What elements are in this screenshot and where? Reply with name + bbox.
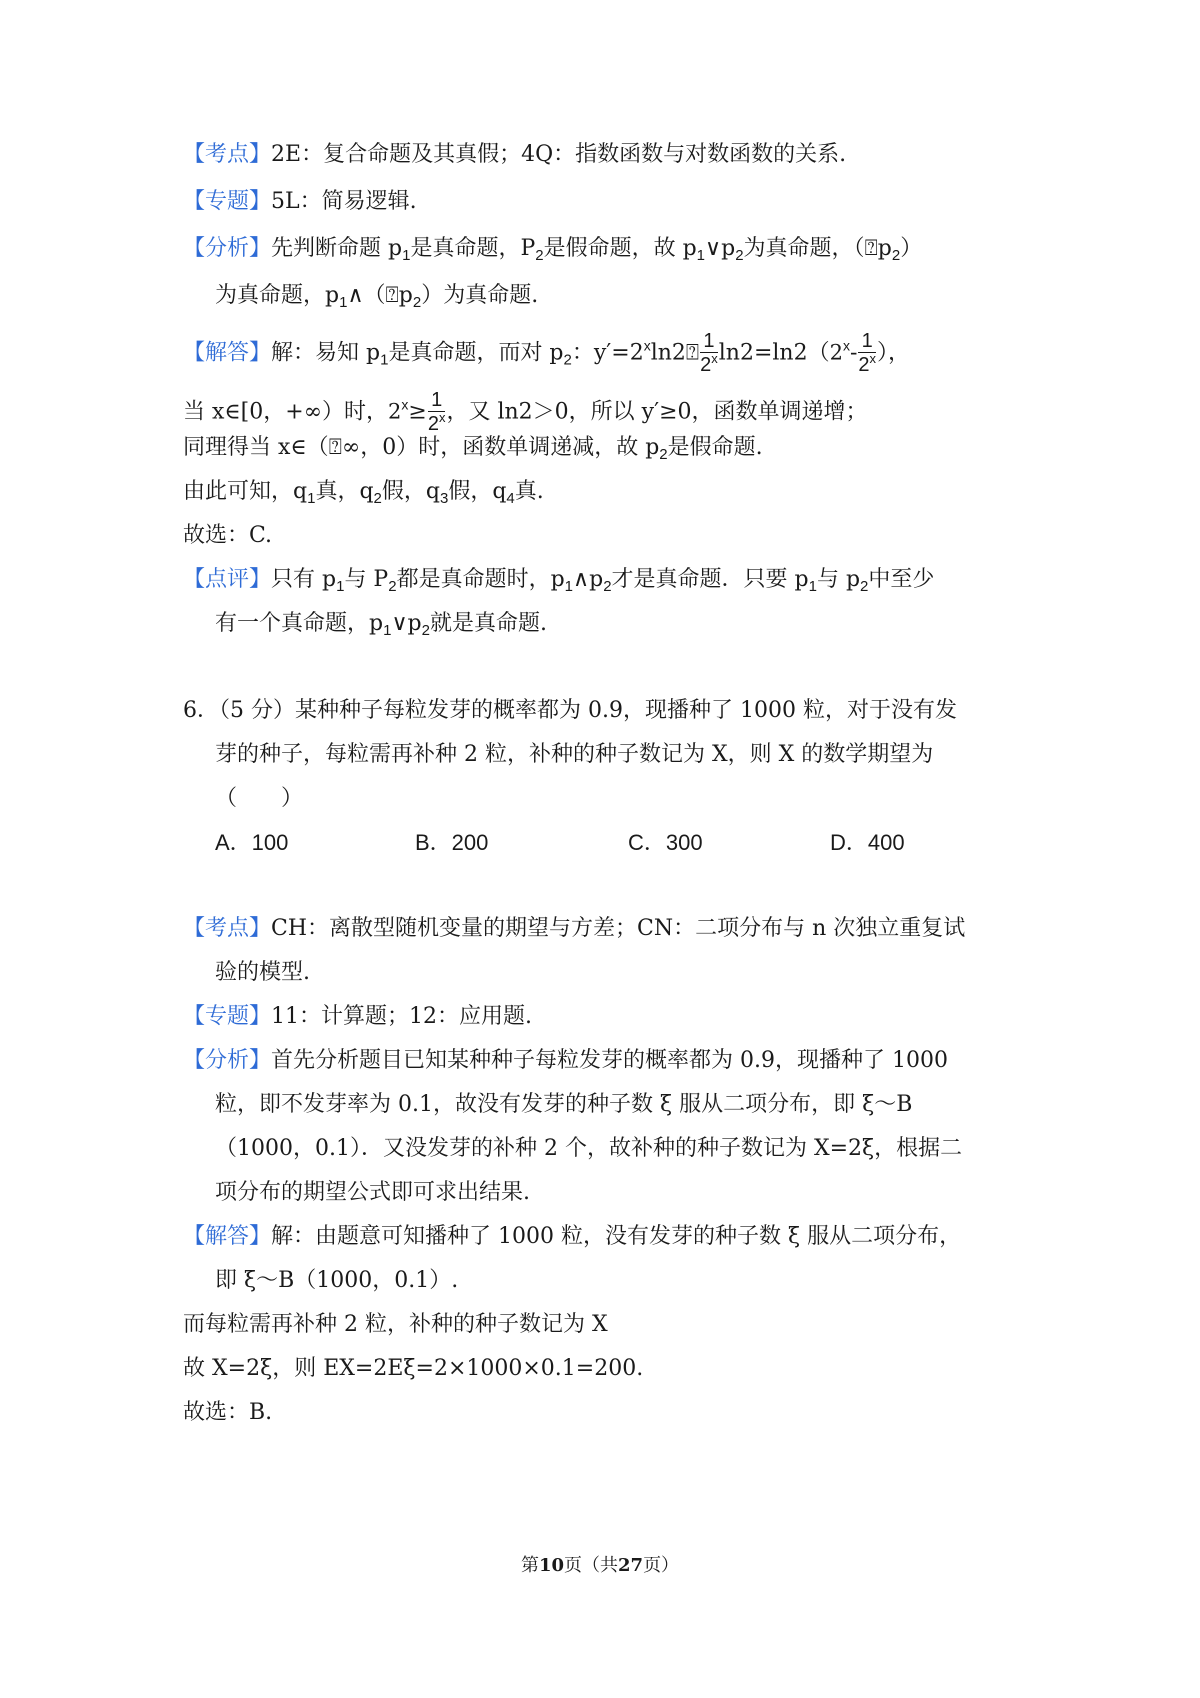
jieda-2-text: 即 ξ～B（1000，0.1）.	[215, 1268, 459, 1293]
superscript: x	[438, 410, 446, 425]
question-text: 芽的种子，每粒需再补种 2 粒，补种的种子数记为 X，则 X 的数学期望为	[215, 742, 934, 767]
geq-sign: ≥	[408, 399, 427, 425]
jieda-2-tag: 【解答】	[183, 1224, 272, 1249]
kaodian-2-text: CH：离散型随机变量的期望与方差；CN：二项分布与 n 次独立重复试	[271, 916, 966, 941]
subscript: 1	[380, 351, 389, 369]
dianping-text: 才是真命题．只要 p	[611, 567, 809, 592]
subscript: 4	[506, 490, 515, 507]
fraction-numerator: 1	[428, 389, 446, 412]
fenxi-text: ∧（	[347, 283, 386, 308]
jieda-text: ln2=ln2（	[718, 340, 830, 366]
missing-glyph: ⍰	[385, 283, 399, 308]
fenxi-text: 先判断命题 p	[271, 236, 403, 261]
subscript: 3	[439, 490, 449, 507]
jieda-2-line-5	[183, 1398, 272, 1428]
dianping-text: ∨p	[391, 611, 422, 636]
kaodian-2-text: 验的模型.	[215, 960, 310, 985]
dianping-text: 只有 p	[271, 567, 337, 592]
dianping-text: 有一个真命题，p	[215, 611, 384, 636]
question-6-line-1	[183, 696, 957, 726]
jieda-text: 当 x∈[0，+∞）时，	[183, 399, 389, 425]
page-footer	[0, 1554, 1200, 1578]
answer-blank: （ ）	[215, 786, 304, 811]
jieda-text: ）	[877, 340, 889, 366]
fraction-base: 2	[858, 354, 870, 376]
fenxi-text: ）	[900, 236, 923, 261]
subscript: 1	[696, 247, 706, 264]
footer-middle: 页（共	[564, 1555, 618, 1576]
option-d: D．400	[830, 830, 905, 855]
fraction-one-over-2x	[700, 330, 718, 377]
subscript: 1	[383, 622, 392, 639]
jieda-text: 故选：C.	[183, 523, 273, 548]
jieda-line-2	[183, 389, 868, 436]
zhuanti-tag: 【专题】	[183, 189, 272, 214]
fenxi-2-text: 粒，即不发芽率为 0.1，故没有发芽的种子数 ξ 服从二项分布，即 ξ～B	[215, 1092, 913, 1117]
jieda-tag: 【解答】	[183, 340, 272, 366]
subscript: 1	[339, 294, 348, 311]
zhuanti-text: 5L：简易逻辑.	[271, 189, 417, 214]
superscript: x	[643, 337, 651, 354]
jieda-2-text: 解：由题意可知播种了 1000 粒，没有发芽的种子数 ξ 服从二项分布，	[271, 1224, 962, 1249]
subscript: 1	[402, 247, 411, 264]
fenxi-text: 是假命题，故 p	[543, 236, 697, 261]
fraction-denominator	[700, 353, 718, 377]
kaodian-2-line-2	[215, 958, 310, 988]
missing-glyph: ⍰	[864, 236, 878, 261]
jieda-text: 解：易知 p	[271, 340, 381, 366]
fraction-one-over-2x	[858, 330, 876, 377]
kaodian-2-line-1	[183, 914, 965, 944]
subscript: 2	[603, 578, 612, 595]
fenxi-2-line-2	[215, 1090, 912, 1120]
fenxi-2-line-1	[183, 1046, 948, 1076]
dianping-text: 中至少	[868, 567, 935, 592]
subscript: 1	[307, 490, 316, 507]
fenxi-text: p	[398, 283, 413, 308]
option-b: B．200	[415, 830, 489, 855]
subscript: 2	[659, 446, 668, 463]
jieda-2-line-4	[183, 1354, 643, 1384]
jieda-line-4	[183, 477, 544, 507]
zhuanti-2-text: 11：计算题；12：应用题.	[271, 1004, 532, 1029]
jieda-text: 真，q	[315, 479, 374, 504]
dianping-text: 都是真命题时，p	[396, 567, 565, 592]
fenxi-text: p	[877, 236, 892, 261]
minus-sign: -	[849, 340, 858, 366]
fenxi-2-line-4	[215, 1178, 530, 1208]
fenxi-line-1	[183, 234, 922, 264]
fenxi-tag: 【分析】	[183, 236, 272, 261]
fraction-numerator: 1	[700, 330, 718, 353]
fenxi-2-tag: 【分析】	[183, 1048, 272, 1073]
subscript: 1	[564, 578, 574, 595]
kaodian-line	[183, 140, 846, 170]
subscript: 2	[373, 490, 382, 507]
subscript: 2	[421, 622, 430, 639]
superscript: x	[711, 351, 718, 366]
subscript: 2	[891, 247, 901, 264]
jieda-2-text: 故选：B.	[183, 1400, 273, 1425]
dianping-line-1	[183, 565, 934, 595]
question-6-line-3	[215, 784, 303, 814]
fenxi-2-text: （1000，0.1）．又没发芽的补种 2 个，故补种的种子数记为 X=2ξ，根据二	[215, 1136, 963, 1161]
jieda-text: ，	[888, 340, 911, 366]
zhuanti-line	[183, 187, 417, 217]
fraction-denominator	[858, 353, 876, 377]
fraction-base: 2	[700, 354, 712, 376]
dianping-line-2	[215, 609, 547, 639]
jieda-line-5	[183, 521, 272, 551]
jieda-text: 是真命题，而对 p	[388, 340, 564, 366]
fraction-base: 2	[427, 413, 439, 435]
missing-glyph: ⍰	[328, 435, 342, 460]
handwritten-2x: 2	[829, 340, 843, 365]
subscript: 2	[388, 578, 397, 595]
question-6-line-2	[215, 740, 933, 770]
page-number: 10	[538, 1555, 564, 1576]
footer-prefix: 第	[520, 1555, 539, 1576]
fenxi-text: 是真命题，P	[410, 236, 536, 261]
fenxi-2-line-3	[215, 1134, 962, 1164]
jieda-text: ，又 ln2＞0，所以 y′≥0，函数单调递增；	[446, 399, 868, 425]
jieda-text: ln2	[650, 340, 686, 366]
jieda-2-line-2	[215, 1266, 458, 1296]
option-a: A．100	[215, 830, 289, 855]
question-text: 6．（5 分）某种种子每粒发芽的概率都为 0.9，现播种了 1000 粒，对于没有发	[183, 698, 957, 723]
fraction-one-over-2x	[428, 389, 446, 436]
subscript: 2	[563, 351, 572, 369]
dianping-tag: 【点评】	[183, 567, 272, 592]
jieda-line-1	[183, 330, 910, 377]
jieda-text: 假，q	[448, 479, 507, 504]
jieda-2-text: 而每粒需再补种 2 粒，补种的种子数记为 X	[183, 1312, 608, 1337]
fenxi-line-2	[215, 281, 538, 311]
fenxi-text: ∨p	[705, 236, 736, 261]
kaodian-text: 2E：复合命题及其真假；4Q：指数函数与对数函数的关系.	[271, 142, 847, 167]
superscript: x	[401, 396, 409, 413]
jieda-text: 是假命题.	[667, 435, 763, 460]
jieda-2-text: 故 X=2ξ，则 EX=2Eξ=2×1000×0.1=200.	[183, 1356, 644, 1381]
dianping-text: 与 p	[816, 567, 861, 592]
subscript: 2	[535, 247, 544, 264]
fenxi-2-text: 项分布的期望公式即可求出结果.	[215, 1180, 530, 1205]
jieda-text: 由此可知，q	[183, 479, 308, 504]
subscript: 1	[336, 578, 345, 595]
jieda-2-line-1	[183, 1222, 961, 1252]
subscript: 2	[412, 294, 422, 311]
zhuanti-2-line	[183, 1002, 532, 1032]
kaodian-tag: 【考点】	[183, 142, 272, 167]
fenxi-text: ）为真命题.	[421, 283, 539, 308]
jieda-text: 假，q	[381, 479, 440, 504]
fenxi-text: 为真命题，（	[743, 236, 865, 261]
handwritten-2x: 2	[388, 399, 402, 424]
fenxi-text: 为真命题，p	[215, 283, 340, 308]
subscript: 2	[735, 247, 744, 264]
fenxi-2-text: 首先分析题目已知某种种子每粒发芽的概率都为 0.9，现播种了 1000	[271, 1048, 948, 1073]
dianping-text: 就是真命题.	[429, 611, 547, 636]
jieda-line-3	[183, 433, 763, 463]
zhuanti-2-tag: 【专题】	[183, 1004, 272, 1029]
jieda-text: 真.	[514, 479, 544, 504]
fraction-numerator: 1	[858, 330, 876, 353]
superscript: x	[869, 351, 877, 366]
kaodian-2-tag: 【考点】	[183, 916, 272, 941]
jieda-text: ：y′=2	[571, 340, 644, 366]
jieda-2-line-3	[183, 1310, 608, 1340]
option-c: C．300	[628, 830, 703, 855]
dianping-text: ∧p	[573, 567, 604, 592]
jieda-text: 同理得当 x∈（	[183, 435, 329, 460]
subscript: 2	[860, 578, 869, 595]
footer-suffix: 页）	[643, 1555, 680, 1576]
dianping-text: 与 P	[344, 567, 389, 592]
total-pages: 27	[618, 1555, 644, 1576]
superscript: x	[842, 337, 850, 354]
subscript: 1	[808, 578, 817, 595]
jieda-text: ∞，0）时，函数单调递减，故 p	[341, 435, 660, 460]
missing-glyph: ⍰	[685, 340, 700, 366]
